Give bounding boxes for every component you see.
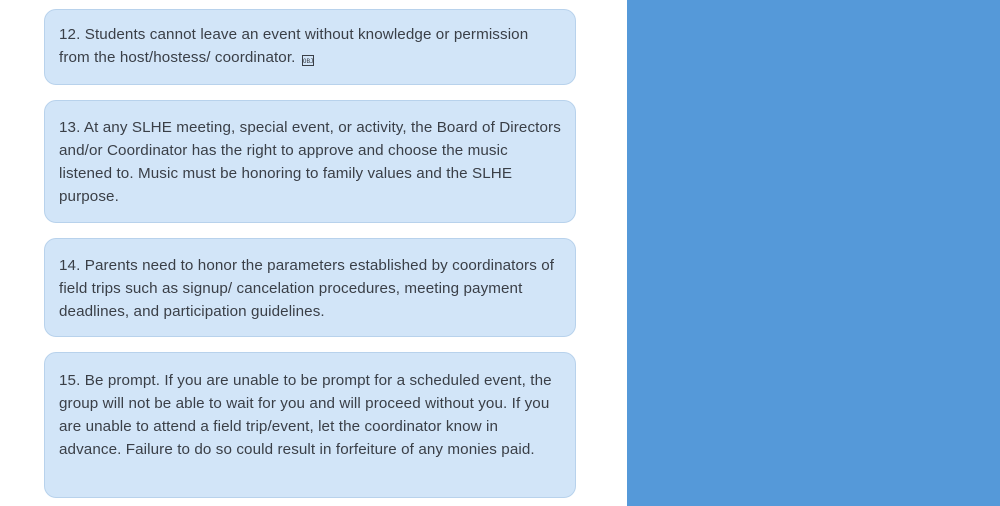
rule-text-15: 15. Be prompt. If you are unable to be prompt for a scheduled event, the group will not be able to wait for you and will proceed without you. If you are unable to attend a field trip/event, let the coordinator know in advance. Failure to do so could result in forfeiture of any monies paid.	[59, 372, 552, 458]
rule-card-13	[44, 100, 576, 223]
rule-text-13: 13. At any SLHE meeting, special event, or activity, the Board of Directors and/or Coordinator has the right to approve and choose the music listened to. Music must be honoring to family values and the SLHE purpose.	[59, 119, 561, 205]
object-replacement-glyph: OBJ	[302, 55, 314, 66]
rule-card-12	[44, 9, 576, 85]
rule-card-14	[44, 238, 576, 337]
rule-card-15	[44, 352, 576, 498]
rule-text-14: 14. Parents need to honor the parameters established by coordinators of field trips such as signup/ cancelation procedures, meeting payment deadlines, and participation guidelines.	[59, 257, 555, 320]
rule-12-text: 12. Students cannot leave an event without knowledge or permission from the host/hostess/ coordinator.	[59, 26, 529, 66]
side-panel	[627, 0, 1000, 506]
rule-text-12	[59, 23, 561, 69]
